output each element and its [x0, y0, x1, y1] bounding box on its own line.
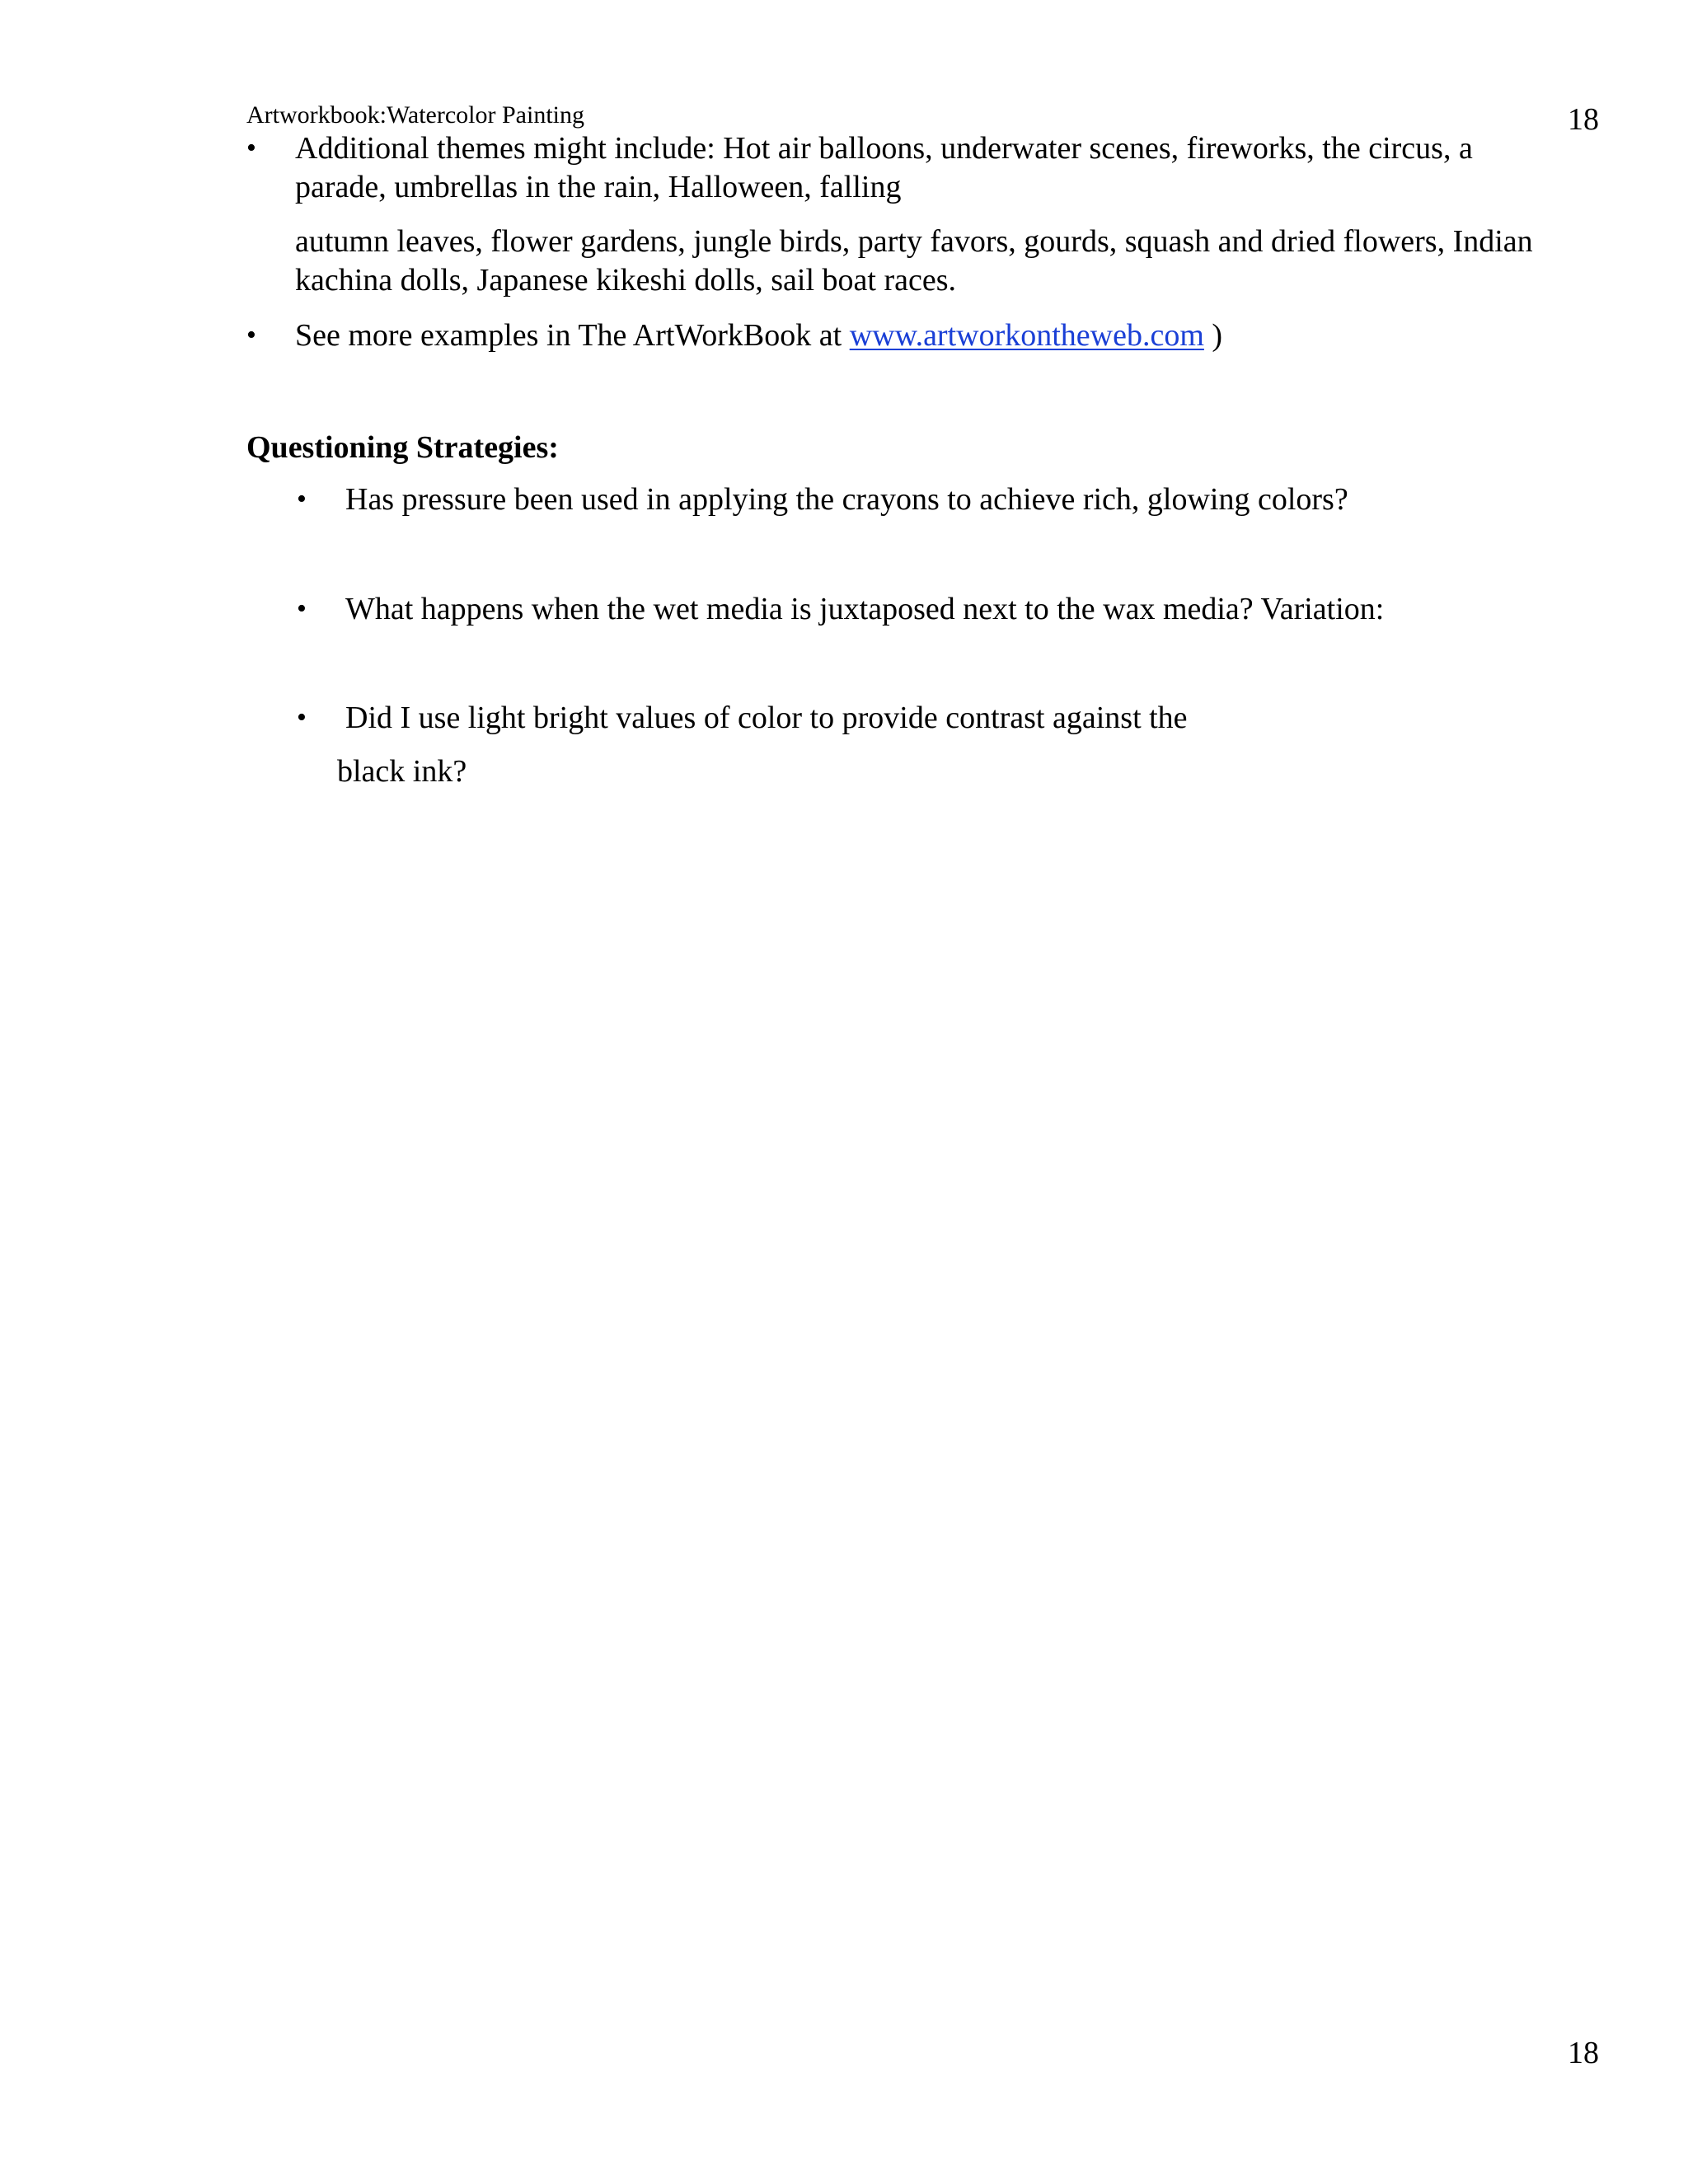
bullet-icon: •	[297, 593, 307, 624]
questioning-strategies-heading: Questioning Strategies:	[246, 430, 559, 465]
examples-text: See more examples in The ArtWorkBook at	[295, 318, 850, 353]
bullet-icon: •	[297, 484, 307, 514]
artworkontheweb-link[interactable]: www.artworkontheweb.com	[849, 318, 1204, 353]
examples-line	[295, 316, 1222, 354]
question-1: Has pressure been used in applying the crayons to achieve rich, glowing colors?	[345, 482, 1348, 517]
bullet-icon: •	[297, 702, 307, 733]
themes-line-4: kachina dolls, Japanese kikeshi dolls, sail boat races.	[295, 263, 957, 298]
question-3-line-2: black ink?	[337, 754, 467, 789]
bullet-icon: •	[246, 320, 256, 350]
themes-line-3: autumn leaves, flower gardens, jungle birds, party favors, gourds, squash and dried flowers, Indian	[295, 224, 1533, 259]
themes-line-2: parade, umbrellas in the rain, Halloween, falling	[295, 170, 902, 204]
page-number-bottom: 18	[1568, 2036, 1599, 2070]
question-3-line-1: Did I use light bright values of color to provide contrast against the	[345, 701, 1188, 735]
question-2: What happens when the wet media is juxtaposed next to the wax media? Variation:	[345, 592, 1385, 626]
bullet-icon: •	[246, 133, 256, 163]
examples-closing: )	[1203, 318, 1223, 353]
running-header: Artworkbook:Watercolor Painting	[246, 101, 584, 129]
themes-line-1: Additional themes might include: Hot air balloons, underwater scenes, fireworks, the circus, a	[295, 131, 1473, 166]
page-number-top: 18	[1568, 102, 1599, 137]
